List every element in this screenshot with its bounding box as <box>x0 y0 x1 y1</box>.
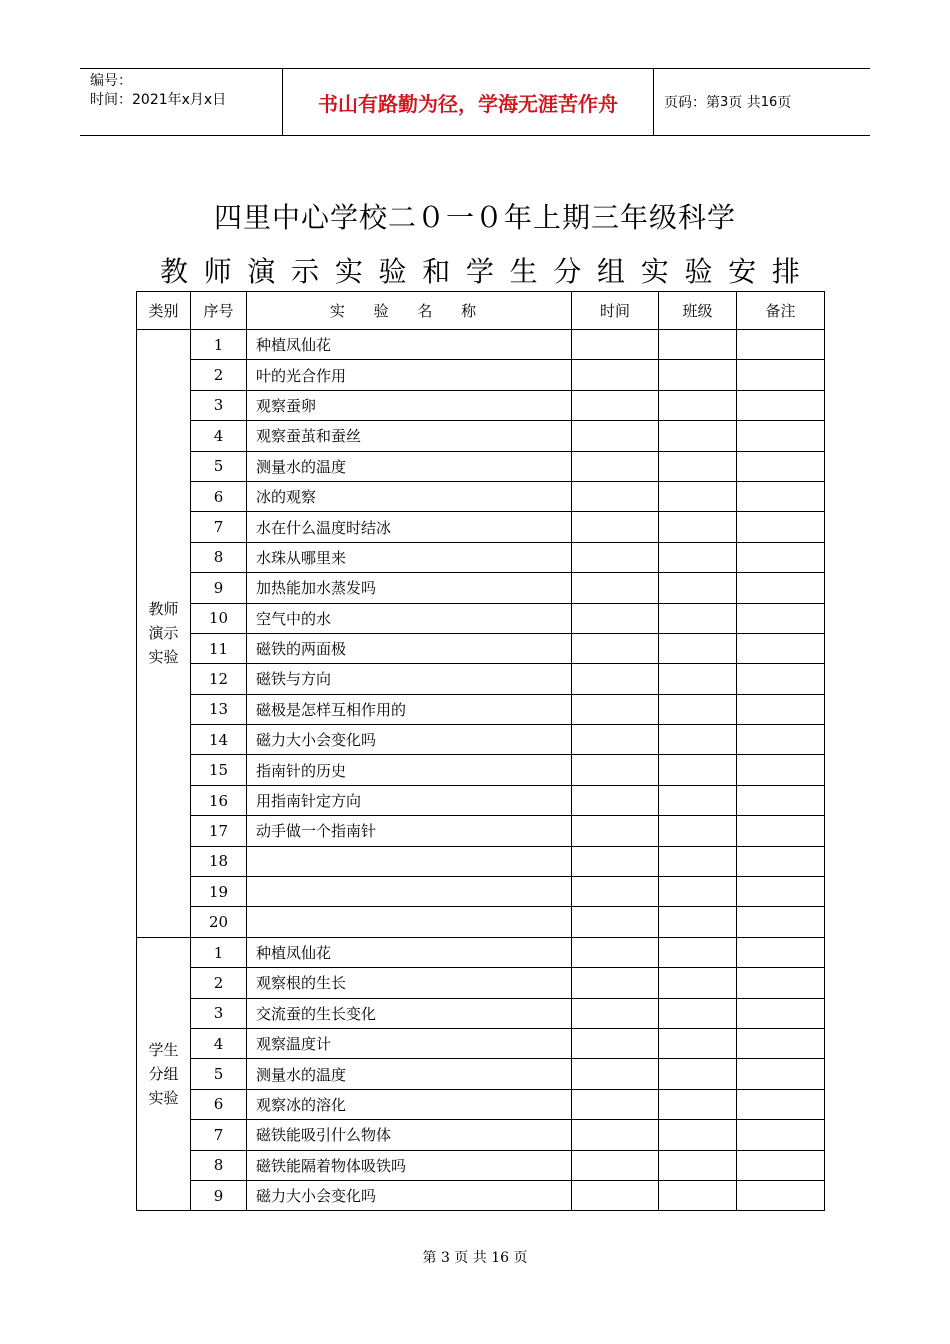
header-number: 序号 <box>191 292 247 330</box>
subtitle-char: 排 <box>771 255 800 288</box>
experiment-name-cell: 用指南针定方向 <box>247 785 572 815</box>
table-row <box>137 1150 825 1180</box>
note-cell <box>737 937 825 967</box>
experiment-name-cell: 磁铁能吸引什么物体 <box>247 1120 572 1150</box>
note-cell <box>737 1120 825 1150</box>
class-cell <box>659 451 737 481</box>
time-cell <box>572 937 659 967</box>
table-row <box>137 937 825 967</box>
table-row <box>137 390 825 420</box>
note-cell <box>737 603 825 633</box>
category-line: 学生 <box>148 1041 179 1060</box>
category-line: 演示 <box>148 624 179 643</box>
class-cell <box>659 360 737 390</box>
row-number-cell: 11 <box>191 633 247 663</box>
note-cell <box>737 998 825 1028</box>
experiment-name-cell: 交流蚕的生长变化 <box>247 998 572 1028</box>
subtitle-char: 实 <box>640 255 669 288</box>
experiment-name-cell <box>247 846 572 876</box>
experiment-name-cell: 观察温度计 <box>247 1028 572 1058</box>
time-cell <box>572 1150 659 1180</box>
page-prefix: 页码：第 <box>664 95 720 111</box>
note-cell <box>737 877 825 907</box>
experiment-name-cell: 空气中的水 <box>247 603 572 633</box>
time-cell <box>572 846 659 876</box>
table-row <box>137 633 825 663</box>
table-row <box>137 481 825 511</box>
header-experiment-name: 实 验 名 称 <box>247 292 572 330</box>
table-row <box>137 1028 825 1058</box>
table-row <box>137 330 825 360</box>
time-cell <box>572 573 659 603</box>
table-row <box>137 846 825 876</box>
time-cell <box>572 968 659 998</box>
table-row <box>137 907 825 937</box>
row-number-cell: 6 <box>191 1089 247 1119</box>
header-number-label: 编号： <box>90 73 132 89</box>
time-cell <box>572 330 659 360</box>
table-row <box>137 877 825 907</box>
class-cell <box>659 846 737 876</box>
class-cell <box>659 998 737 1028</box>
note-cell <box>737 360 825 390</box>
note-cell <box>737 907 825 937</box>
note-cell <box>737 451 825 481</box>
table-row <box>137 542 825 572</box>
time-cell <box>572 785 659 815</box>
row-number-cell: 5 <box>191 1059 247 1089</box>
class-cell <box>659 1180 737 1210</box>
table-row <box>137 1120 825 1150</box>
category-cell <box>137 937 191 1211</box>
experiment-name-cell: 磁铁的两面极 <box>247 633 572 663</box>
class-cell <box>659 816 737 846</box>
class-cell <box>659 755 737 785</box>
table-row <box>137 998 825 1028</box>
experiment-name-cell: 种植凤仙花 <box>247 330 572 360</box>
time-cell <box>572 633 659 663</box>
row-number-cell: 13 <box>191 694 247 724</box>
class-cell <box>659 1028 737 1058</box>
table-row <box>137 1180 825 1210</box>
experiment-name-cell: 观察蚕卵 <box>247 390 572 420</box>
experiment-name-cell <box>247 907 572 937</box>
note-cell <box>737 330 825 360</box>
class-cell <box>659 481 737 511</box>
note-cell <box>737 633 825 663</box>
time-cell <box>572 1028 659 1058</box>
experiment-name-cell: 磁力大小会变化吗 <box>247 1180 572 1210</box>
time-cell <box>572 816 659 846</box>
note-cell <box>737 785 825 815</box>
class-cell <box>659 1089 737 1119</box>
table-row <box>137 694 825 724</box>
experiment-name-cell: 磁铁与方向 <box>247 664 572 694</box>
header-date: 时间：2021年x月x日 <box>90 92 227 108</box>
table-row <box>137 755 825 785</box>
header-page-info <box>654 69 870 135</box>
subtitle-char: 学 <box>465 255 494 288</box>
table-row <box>137 816 825 846</box>
table-row <box>137 451 825 481</box>
table-row <box>137 1089 825 1119</box>
table-row <box>137 603 825 633</box>
note-cell <box>737 512 825 542</box>
class-cell <box>659 512 737 542</box>
table-row <box>137 785 825 815</box>
row-number-cell: 19 <box>191 877 247 907</box>
note-cell <box>737 1059 825 1089</box>
class-cell <box>659 1120 737 1150</box>
class-cell <box>659 907 737 937</box>
experiment-name-cell: 冰的观察 <box>247 481 572 511</box>
experiment-name-cell: 指南针的历史 <box>247 755 572 785</box>
row-number-cell: 1 <box>191 330 247 360</box>
header-class: 班级 <box>659 292 737 330</box>
experiment-name-cell: 观察冰的溶化 <box>247 1089 572 1119</box>
subtitle-char: 安 <box>728 255 757 288</box>
time-cell <box>572 603 659 633</box>
note-cell <box>737 694 825 724</box>
class-cell <box>659 330 737 360</box>
class-cell <box>659 390 737 420</box>
class-cell <box>659 725 737 755</box>
row-number-cell: 9 <box>191 1180 247 1210</box>
class-cell <box>659 937 737 967</box>
experiment-name-cell: 叶的光合作用 <box>247 360 572 390</box>
table-header-row <box>137 292 825 330</box>
experiment-name-cell: 观察蚕茧和蚕丝 <box>247 421 572 451</box>
page-current: 3 <box>720 94 729 110</box>
page-mid: 页 共 <box>728 95 761 111</box>
time-cell <box>572 1180 659 1210</box>
experiment-name-cell: 磁力大小会变化吗 <box>247 725 572 755</box>
class-cell <box>659 694 737 724</box>
row-number-cell: 8 <box>191 1150 247 1180</box>
note-cell <box>737 725 825 755</box>
note-cell <box>737 846 825 876</box>
note-cell <box>737 1150 825 1180</box>
subtitle-char: 组 <box>597 255 626 288</box>
class-cell <box>659 785 737 815</box>
page-total: 16 <box>760 94 778 110</box>
experiment-name-cell: 磁铁能隔着物体吸铁吗 <box>247 1150 572 1180</box>
table-row <box>137 360 825 390</box>
subtitle-char: 师 <box>203 255 232 288</box>
time-cell <box>572 877 659 907</box>
category-line: 教师 <box>148 600 179 619</box>
experiment-name-cell: 水珠从哪里来 <box>247 542 572 572</box>
table-row <box>137 968 825 998</box>
document-subtitle <box>160 250 800 290</box>
class-cell <box>659 877 737 907</box>
note-cell <box>737 664 825 694</box>
row-number-cell: 16 <box>191 785 247 815</box>
row-number-cell: 2 <box>191 360 247 390</box>
table-row <box>137 1059 825 1089</box>
subtitle-char: 演 <box>247 255 276 288</box>
time-cell <box>572 1120 659 1150</box>
experiment-name-cell: 动手做一个指南针 <box>247 816 572 846</box>
table-row <box>137 664 825 694</box>
row-number-cell: 5 <box>191 451 247 481</box>
row-number-cell: 14 <box>191 725 247 755</box>
page-footer: 第 3 页 共 16 页 <box>422 1250 528 1266</box>
experiment-name-cell: 加热能加水蒸发吗 <box>247 573 572 603</box>
time-cell <box>572 1089 659 1119</box>
time-cell <box>572 694 659 724</box>
row-number-cell: 9 <box>191 573 247 603</box>
time-cell <box>572 755 659 785</box>
time-cell <box>572 512 659 542</box>
experiment-schedule-table <box>136 291 825 1211</box>
note-cell <box>737 481 825 511</box>
note-cell <box>737 1180 825 1210</box>
time-cell <box>572 907 659 937</box>
header-note: 备注 <box>737 292 825 330</box>
row-number-cell: 20 <box>191 907 247 937</box>
class-cell <box>659 542 737 572</box>
row-number-cell: 12 <box>191 664 247 694</box>
experiment-name-cell <box>247 877 572 907</box>
note-cell <box>737 573 825 603</box>
class-cell <box>659 421 737 451</box>
note-cell <box>737 816 825 846</box>
time-cell <box>572 725 659 755</box>
row-number-cell: 3 <box>191 390 247 420</box>
category-line: 分组 <box>148 1065 179 1084</box>
row-number-cell: 10 <box>191 603 247 633</box>
table-body <box>137 330 825 1211</box>
row-number-cell: 17 <box>191 816 247 846</box>
class-cell <box>659 968 737 998</box>
class-cell <box>659 573 737 603</box>
subtitle-char: 验 <box>684 255 713 288</box>
note-cell <box>737 968 825 998</box>
category-line: 实验 <box>148 1089 179 1108</box>
note-cell <box>737 1028 825 1058</box>
note-cell <box>737 1089 825 1119</box>
note-cell <box>737 542 825 572</box>
note-cell <box>737 421 825 451</box>
time-cell <box>572 451 659 481</box>
experiment-name-cell: 测量水的温度 <box>247 1059 572 1089</box>
header-category: 类别 <box>137 292 191 330</box>
experiment-name-cell: 观察根的生长 <box>247 968 572 998</box>
subtitle-char: 分 <box>553 255 582 288</box>
row-number-cell: 18 <box>191 846 247 876</box>
row-number-cell: 15 <box>191 755 247 785</box>
class-cell <box>659 603 737 633</box>
document-title: 四里中心学校二０一０年上期三年级科学 <box>213 201 736 234</box>
row-number-cell: 1 <box>191 937 247 967</box>
class-cell <box>659 1150 737 1180</box>
table-row <box>137 512 825 542</box>
experiment-name-cell: 种植凤仙花 <box>247 937 572 967</box>
row-number-cell: 3 <box>191 998 247 1028</box>
time-cell <box>572 421 659 451</box>
category-line: 实验 <box>148 648 179 667</box>
header-meta <box>80 69 282 135</box>
table-row <box>137 573 825 603</box>
page-suffix: 页 <box>777 95 792 111</box>
document-header <box>80 68 870 136</box>
row-number-cell: 7 <box>191 1120 247 1150</box>
header-time: 时间 <box>572 292 659 330</box>
table-row <box>137 421 825 451</box>
subtitle-char: 示 <box>291 255 320 288</box>
row-number-cell: 6 <box>191 481 247 511</box>
time-cell <box>572 390 659 420</box>
subtitle-char: 和 <box>422 255 451 288</box>
subtitle-char: 验 <box>378 255 407 288</box>
subtitle-char: 教 <box>160 255 189 288</box>
row-number-cell: 4 <box>191 421 247 451</box>
row-number-cell: 8 <box>191 542 247 572</box>
subtitle-char: 实 <box>334 255 363 288</box>
time-cell <box>572 664 659 694</box>
note-cell <box>737 390 825 420</box>
row-number-cell: 4 <box>191 1028 247 1058</box>
note-cell <box>737 755 825 785</box>
subtitle-char: 生 <box>509 255 538 288</box>
time-cell <box>572 481 659 511</box>
table-row <box>137 725 825 755</box>
header-motto: 书山有路勤为径，学海无涯苦作舟 <box>282 69 654 135</box>
row-number-cell: 7 <box>191 512 247 542</box>
class-cell <box>659 1059 737 1089</box>
experiment-name-cell: 水在什么温度时结冰 <box>247 512 572 542</box>
class-cell <box>659 664 737 694</box>
experiment-name-cell: 磁极是怎样互相作用的 <box>247 694 572 724</box>
time-cell <box>572 1059 659 1089</box>
category-cell <box>137 330 191 938</box>
time-cell <box>572 542 659 572</box>
time-cell <box>572 360 659 390</box>
row-number-cell: 2 <box>191 968 247 998</box>
class-cell <box>659 633 737 663</box>
experiment-name-cell: 测量水的温度 <box>247 451 572 481</box>
time-cell <box>572 998 659 1028</box>
